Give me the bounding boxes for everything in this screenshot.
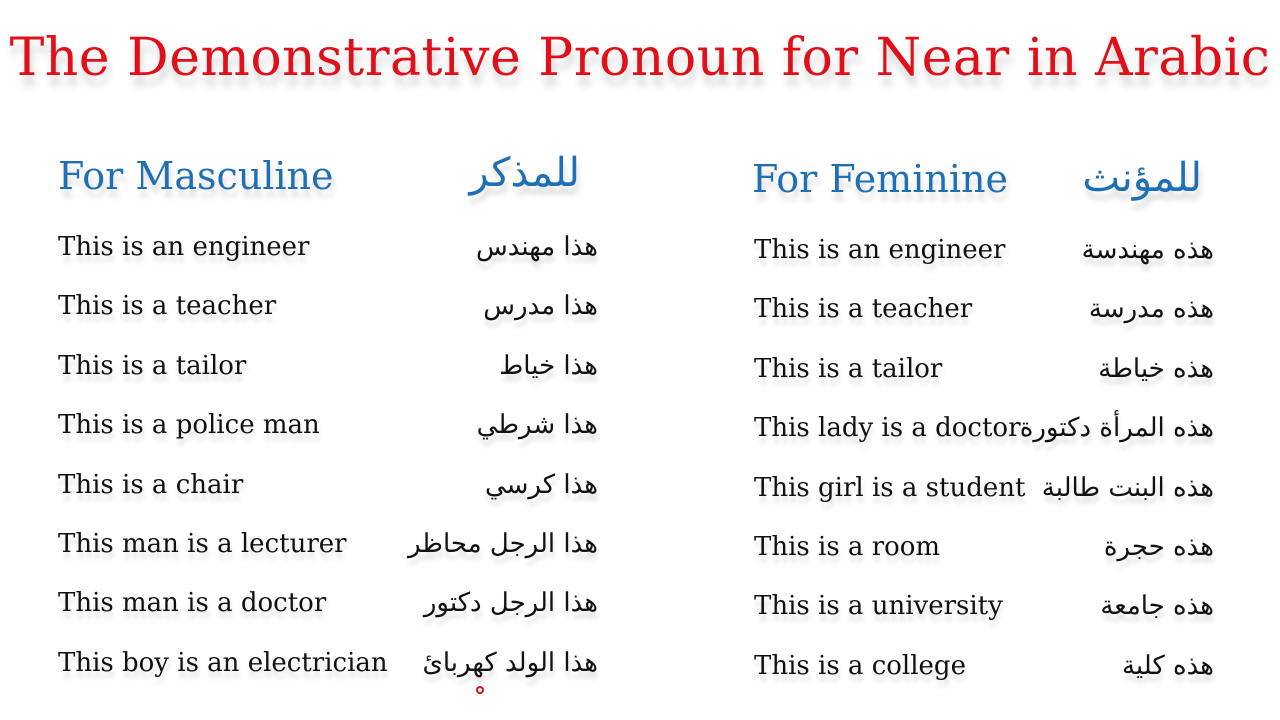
masculine-arabic-text: هذا مهندس	[476, 232, 598, 262]
masculine-arabic-text: هذا شرطي	[476, 410, 598, 441]
feminine-arabic-text: هذه البنت طالبة	[1041, 472, 1214, 503]
slide-title: The Demonstrative Pronoun for Near in Arabic	[9, 28, 1271, 88]
masculine-english-text: This is an engineer	[58, 232, 310, 262]
masculine-english-text: This is a police man	[58, 410, 320, 441]
masculine-english-text: This is a tailor	[58, 350, 247, 381]
feminine-row	[754, 354, 1214, 394]
masculine-arabic-text: هذا الرجل دكتور	[423, 588, 598, 619]
feminine-row	[754, 413, 1214, 453]
feminine-arabic-text: هذه المرأة دكتورة	[1019, 413, 1214, 444]
feminine-english-text: This girl is a student	[754, 472, 1026, 503]
feminine-arabic-text: هذه مهندسة	[1081, 235, 1214, 265]
feminine-row	[754, 651, 1214, 691]
feminine-row	[754, 591, 1214, 631]
masculine-heading-arabic: للمذكر	[469, 150, 580, 196]
feminine-heading-arabic: للمؤنث	[1082, 155, 1202, 201]
masculine-arabic-text: هذا خياط	[499, 350, 598, 381]
masculine-english-text: This man is a doctor	[58, 588, 327, 619]
feminine-english-text: This is a room	[754, 532, 941, 562]
feminine-arabic-text: هذه جامعة	[1100, 591, 1214, 622]
masculine-english-text: This is a chair	[58, 469, 244, 500]
masculine-arabic-text: هذا الولد كهربائ	[422, 647, 598, 678]
feminine-english-text: This is a college	[754, 650, 966, 681]
feminine-heading: For Feminine	[752, 157, 1008, 201]
masculine-row	[58, 648, 598, 688]
feminine-row	[754, 532, 1214, 572]
feminine-row	[754, 473, 1214, 513]
masculine-row	[58, 529, 598, 569]
masculine-arabic-text: هذا مدرس	[483, 291, 598, 322]
feminine-english-text: This is a tailor	[754, 353, 943, 384]
masculine-row	[58, 410, 598, 450]
masculine-row	[58, 351, 598, 391]
masculine-english-text: This man is a lecturer	[58, 529, 347, 559]
pointer-dot-icon	[476, 686, 484, 694]
feminine-english-text: This is a university	[754, 591, 1003, 622]
feminine-arabic-text: هذه كلية	[1121, 650, 1214, 681]
feminine-arabic-text: هذه حجرة	[1103, 532, 1214, 562]
feminine-row	[754, 235, 1214, 275]
masculine-arabic-text: هذا كرسي	[484, 469, 598, 500]
masculine-heading: For Masculine	[58, 154, 334, 198]
masculine-arabic-text: هذا الرجل محاظر	[407, 529, 598, 559]
masculine-english-text: This is a teacher	[58, 291, 277, 322]
masculine-row	[58, 588, 598, 628]
masculine-english-text: This boy is an electrician	[58, 647, 388, 678]
feminine-row	[754, 294, 1214, 334]
feminine-english-text: This is an engineer	[754, 235, 1006, 265]
masculine-row	[58, 291, 598, 331]
feminine-english-text: This lady is a doctor	[754, 413, 1021, 444]
feminine-arabic-text: هذه مدرسة	[1088, 294, 1214, 325]
masculine-row	[58, 232, 598, 272]
feminine-english-text: This is a teacher	[754, 294, 973, 325]
feminine-arabic-text: هذه خياطة	[1098, 353, 1214, 384]
masculine-row	[58, 470, 598, 510]
